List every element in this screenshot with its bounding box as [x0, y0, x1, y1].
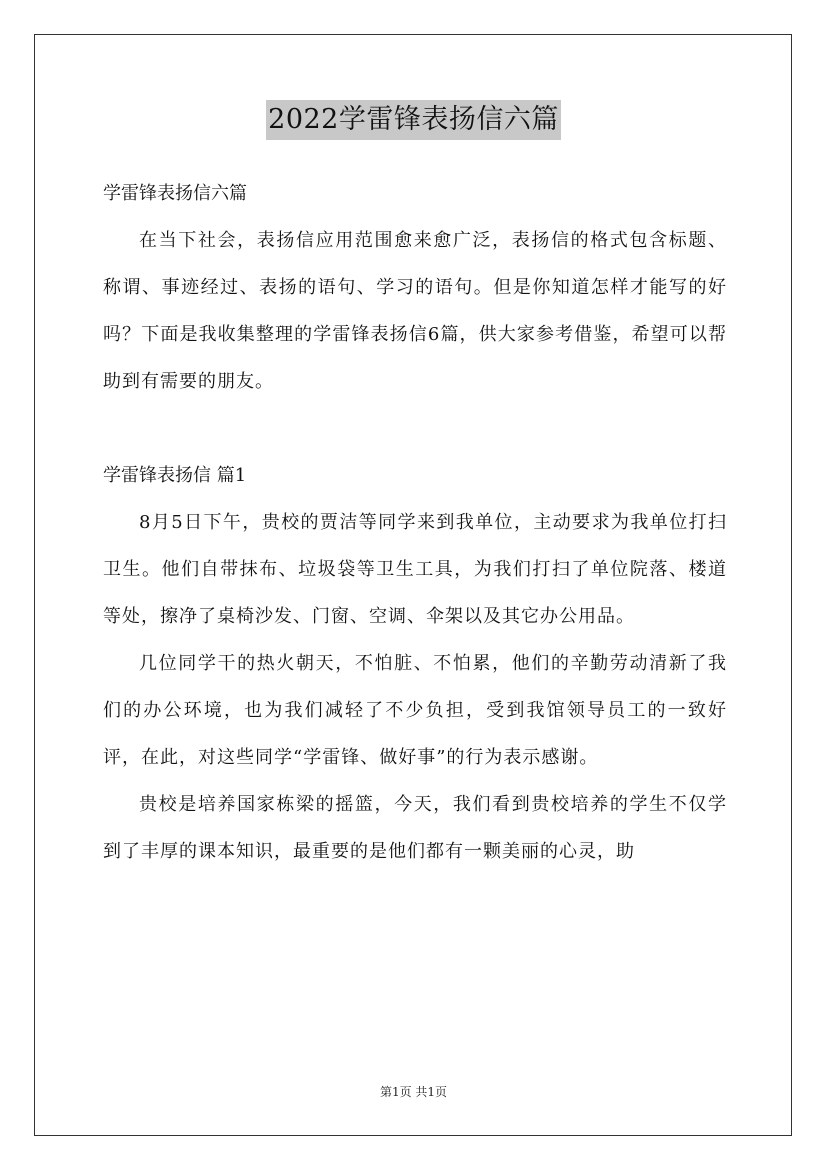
document-body [103, 170, 727, 875]
title-container [0, 100, 827, 140]
document-title[interactable]: 2022学雷锋表扬信六篇 [266, 100, 561, 140]
intro-paragraph: 在当下社会，表扬信应用范围愈来愈广泛，表扬信的格式包含标题、称谓、事迹经过、表扬的语句、学习的语句。但是你知道怎样才能写的好吗？下面是我收集整理的学雷锋表扬信6篇，供大家参考借鉴，希望可以帮助到有需要的朋友。 [103, 230, 727, 392]
page-footer: 第1页 共1页 [379, 1085, 448, 1099]
paragraph-gap [103, 405, 727, 452]
body-paragraph: 几位同学干的热火朝天，不怕脏、不怕累，他们的辛勤劳动清新了我们的办公环境，也为我们减轻了不少负担，受到我馆领导员工的一致好评，在此，对这些同学“学雷锋、做好事”的行为表示感谢。 [103, 653, 727, 768]
section-heading: 学雷锋表扬信 篇1 [103, 465, 247, 486]
body-paragraph: 贵校是培养国家栋梁的摇篮，今天，我们看到贵校培养的学生不仅学到了丰厚的课本知识，最重要的是他们都有一颗美丽的心灵，助 [103, 794, 727, 862]
body-paragraph: 8月5日下午，贵校的贾洁等同学来到我单位，主动要求为我单位打扫卫生。他们自带抹布、垃圾袋等卫生工具，为我们打扫了单位院落、楼道等处，擦净了桌椅沙发、门窗、空调、伞架以及其它办公用品。 [103, 512, 727, 627]
document-subtitle: 学雷锋表扬信六篇 [103, 183, 247, 204]
